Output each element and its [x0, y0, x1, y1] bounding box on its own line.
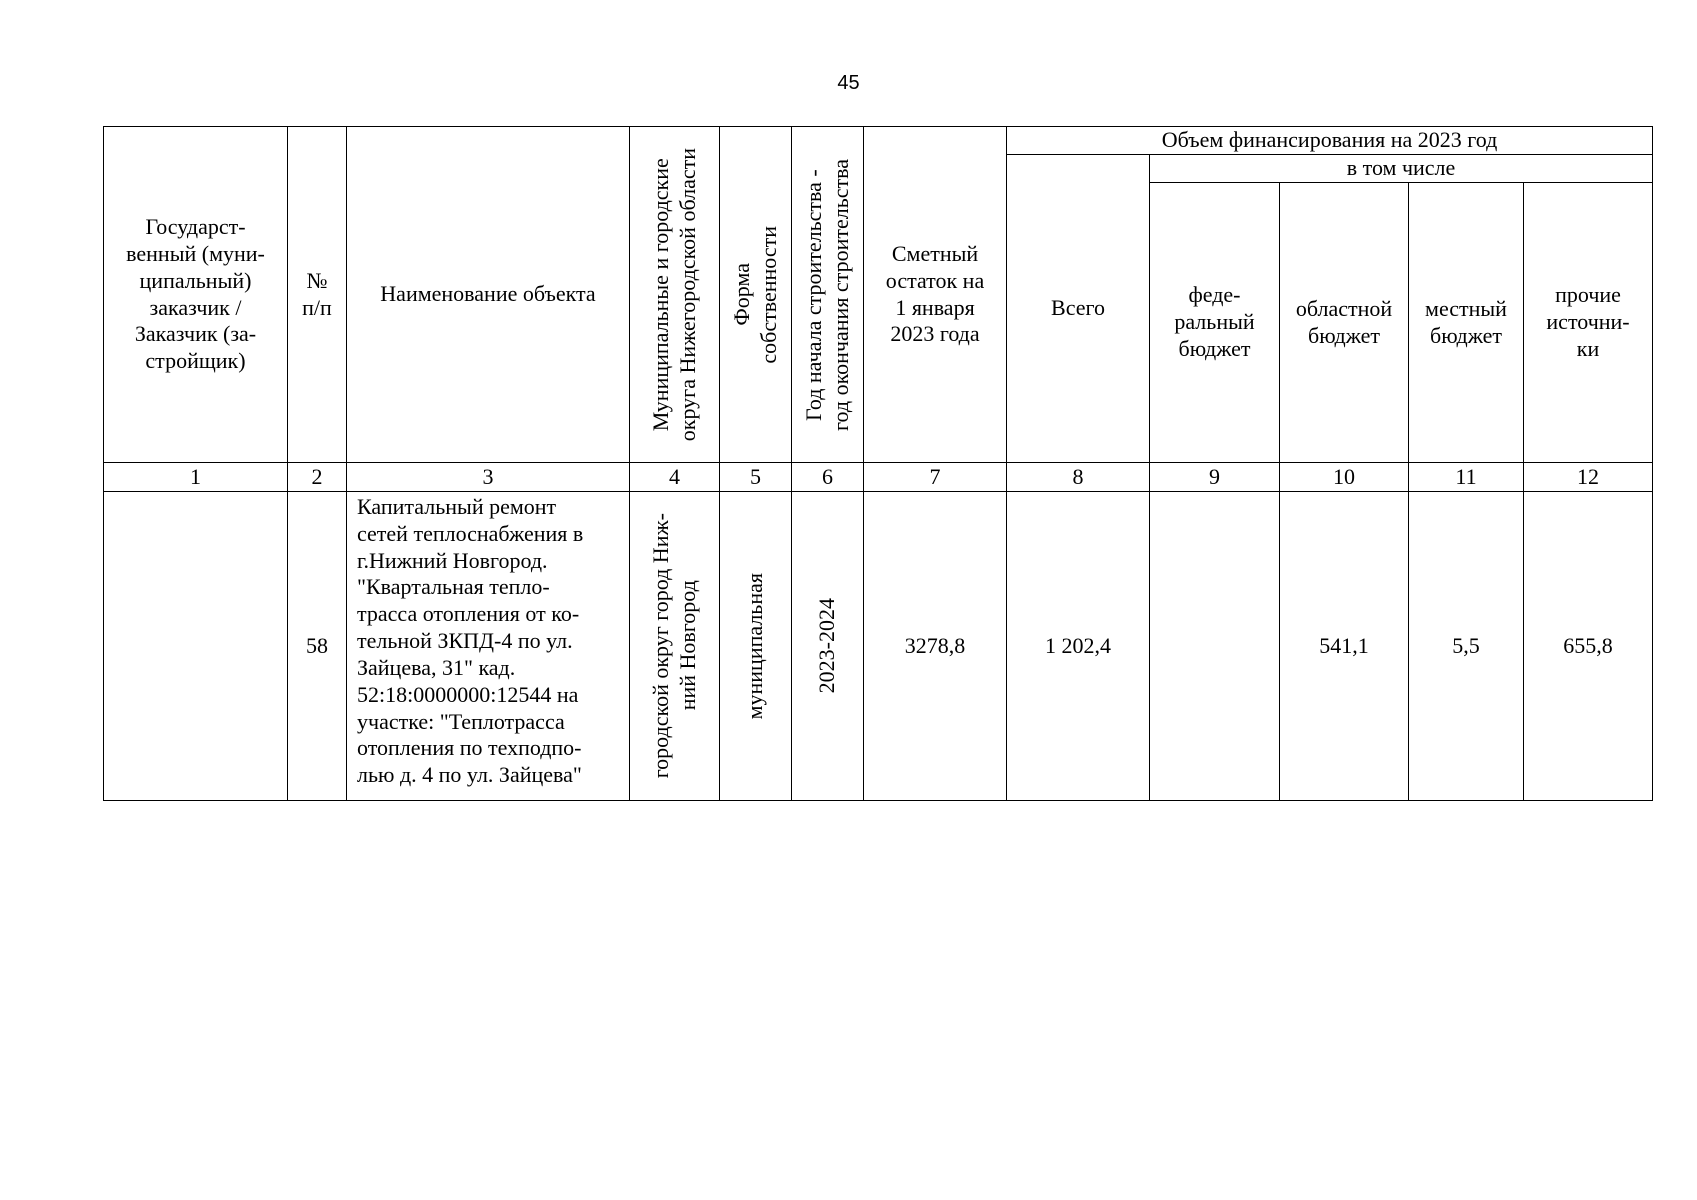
header-customer: Государст- венный (муни- ципальный) заказчик / Заказчик (за- стройщик): [104, 127, 288, 463]
header-ownership-cell: [720, 127, 792, 463]
row-ownership-cell: [720, 492, 792, 801]
header-other: прочие источни- ки: [1524, 183, 1653, 463]
row-federal: [1150, 492, 1280, 801]
column-numbers-row: [104, 463, 1653, 492]
table-row: [104, 492, 1653, 801]
page-number: 45: [837, 72, 860, 94]
row-estimated-balance: 3278,8: [864, 492, 1007, 801]
header-total: Всего: [1007, 155, 1150, 463]
column-number: 8: [1007, 463, 1150, 492]
row-customer: [104, 492, 288, 801]
header-including: в том числе: [1150, 155, 1653, 183]
column-number: 11: [1409, 463, 1524, 492]
header-district-cell: [630, 127, 720, 463]
header-estimated-balance: Сметный остаток на 1 января 2023 года: [864, 127, 1007, 463]
column-number: 10: [1280, 463, 1409, 492]
row-ownership: муниципальная: [742, 572, 768, 720]
column-number: 6: [792, 463, 864, 492]
column-number: 1: [104, 463, 288, 492]
row-district-cell: [630, 492, 720, 801]
row-years: 2023-2024: [814, 598, 840, 694]
row-district: городской округ город Ниж- ний Новгород: [647, 513, 700, 779]
header-object-name: Наименование объекта: [347, 127, 630, 463]
row-years-cell: [792, 492, 864, 801]
column-number: 4: [630, 463, 720, 492]
header-funding-group: Объем финансирования на 2023 год: [1007, 127, 1653, 155]
header-federal: феде- ральный бюджет: [1150, 183, 1280, 463]
column-number: 2: [288, 463, 347, 492]
row-total: 1 202,4: [1007, 492, 1150, 801]
header-years: Год начала строительства - год окончания строительства: [800, 158, 853, 431]
column-number: 3: [347, 463, 630, 492]
header-ownership: Форма собственности: [728, 225, 781, 364]
row-other: 655,8: [1524, 492, 1653, 801]
row-number: 58: [288, 492, 347, 801]
column-number: 5: [720, 463, 792, 492]
row-object-name: Капитальный ремонт сетей теплоснабжения в г.Нижний Новгород. "Квартальная тепло- трасса отопления от ко- тельной ЗКПД-4 по ул. Зайцева, 31" кад. 52:18:0000000:12544 на участке: "Теплотрасса отопления по техподпо- лью д. 4 по ул. Зайцева": [347, 492, 630, 801]
header-number: № п/п: [288, 127, 347, 463]
column-number: 9: [1150, 463, 1280, 492]
row-local: 5,5: [1409, 492, 1524, 801]
row-regional: 541,1: [1280, 492, 1409, 801]
funding-table: [103, 126, 1653, 801]
column-number: 12: [1524, 463, 1653, 492]
header-regional: областной бюджет: [1280, 183, 1409, 463]
header-years-cell: [792, 127, 864, 463]
header-district: Муниципальные и городские округа Нижегородской области: [647, 147, 700, 442]
column-number: 7: [864, 463, 1007, 492]
header-local: местный бюджет: [1409, 183, 1524, 463]
